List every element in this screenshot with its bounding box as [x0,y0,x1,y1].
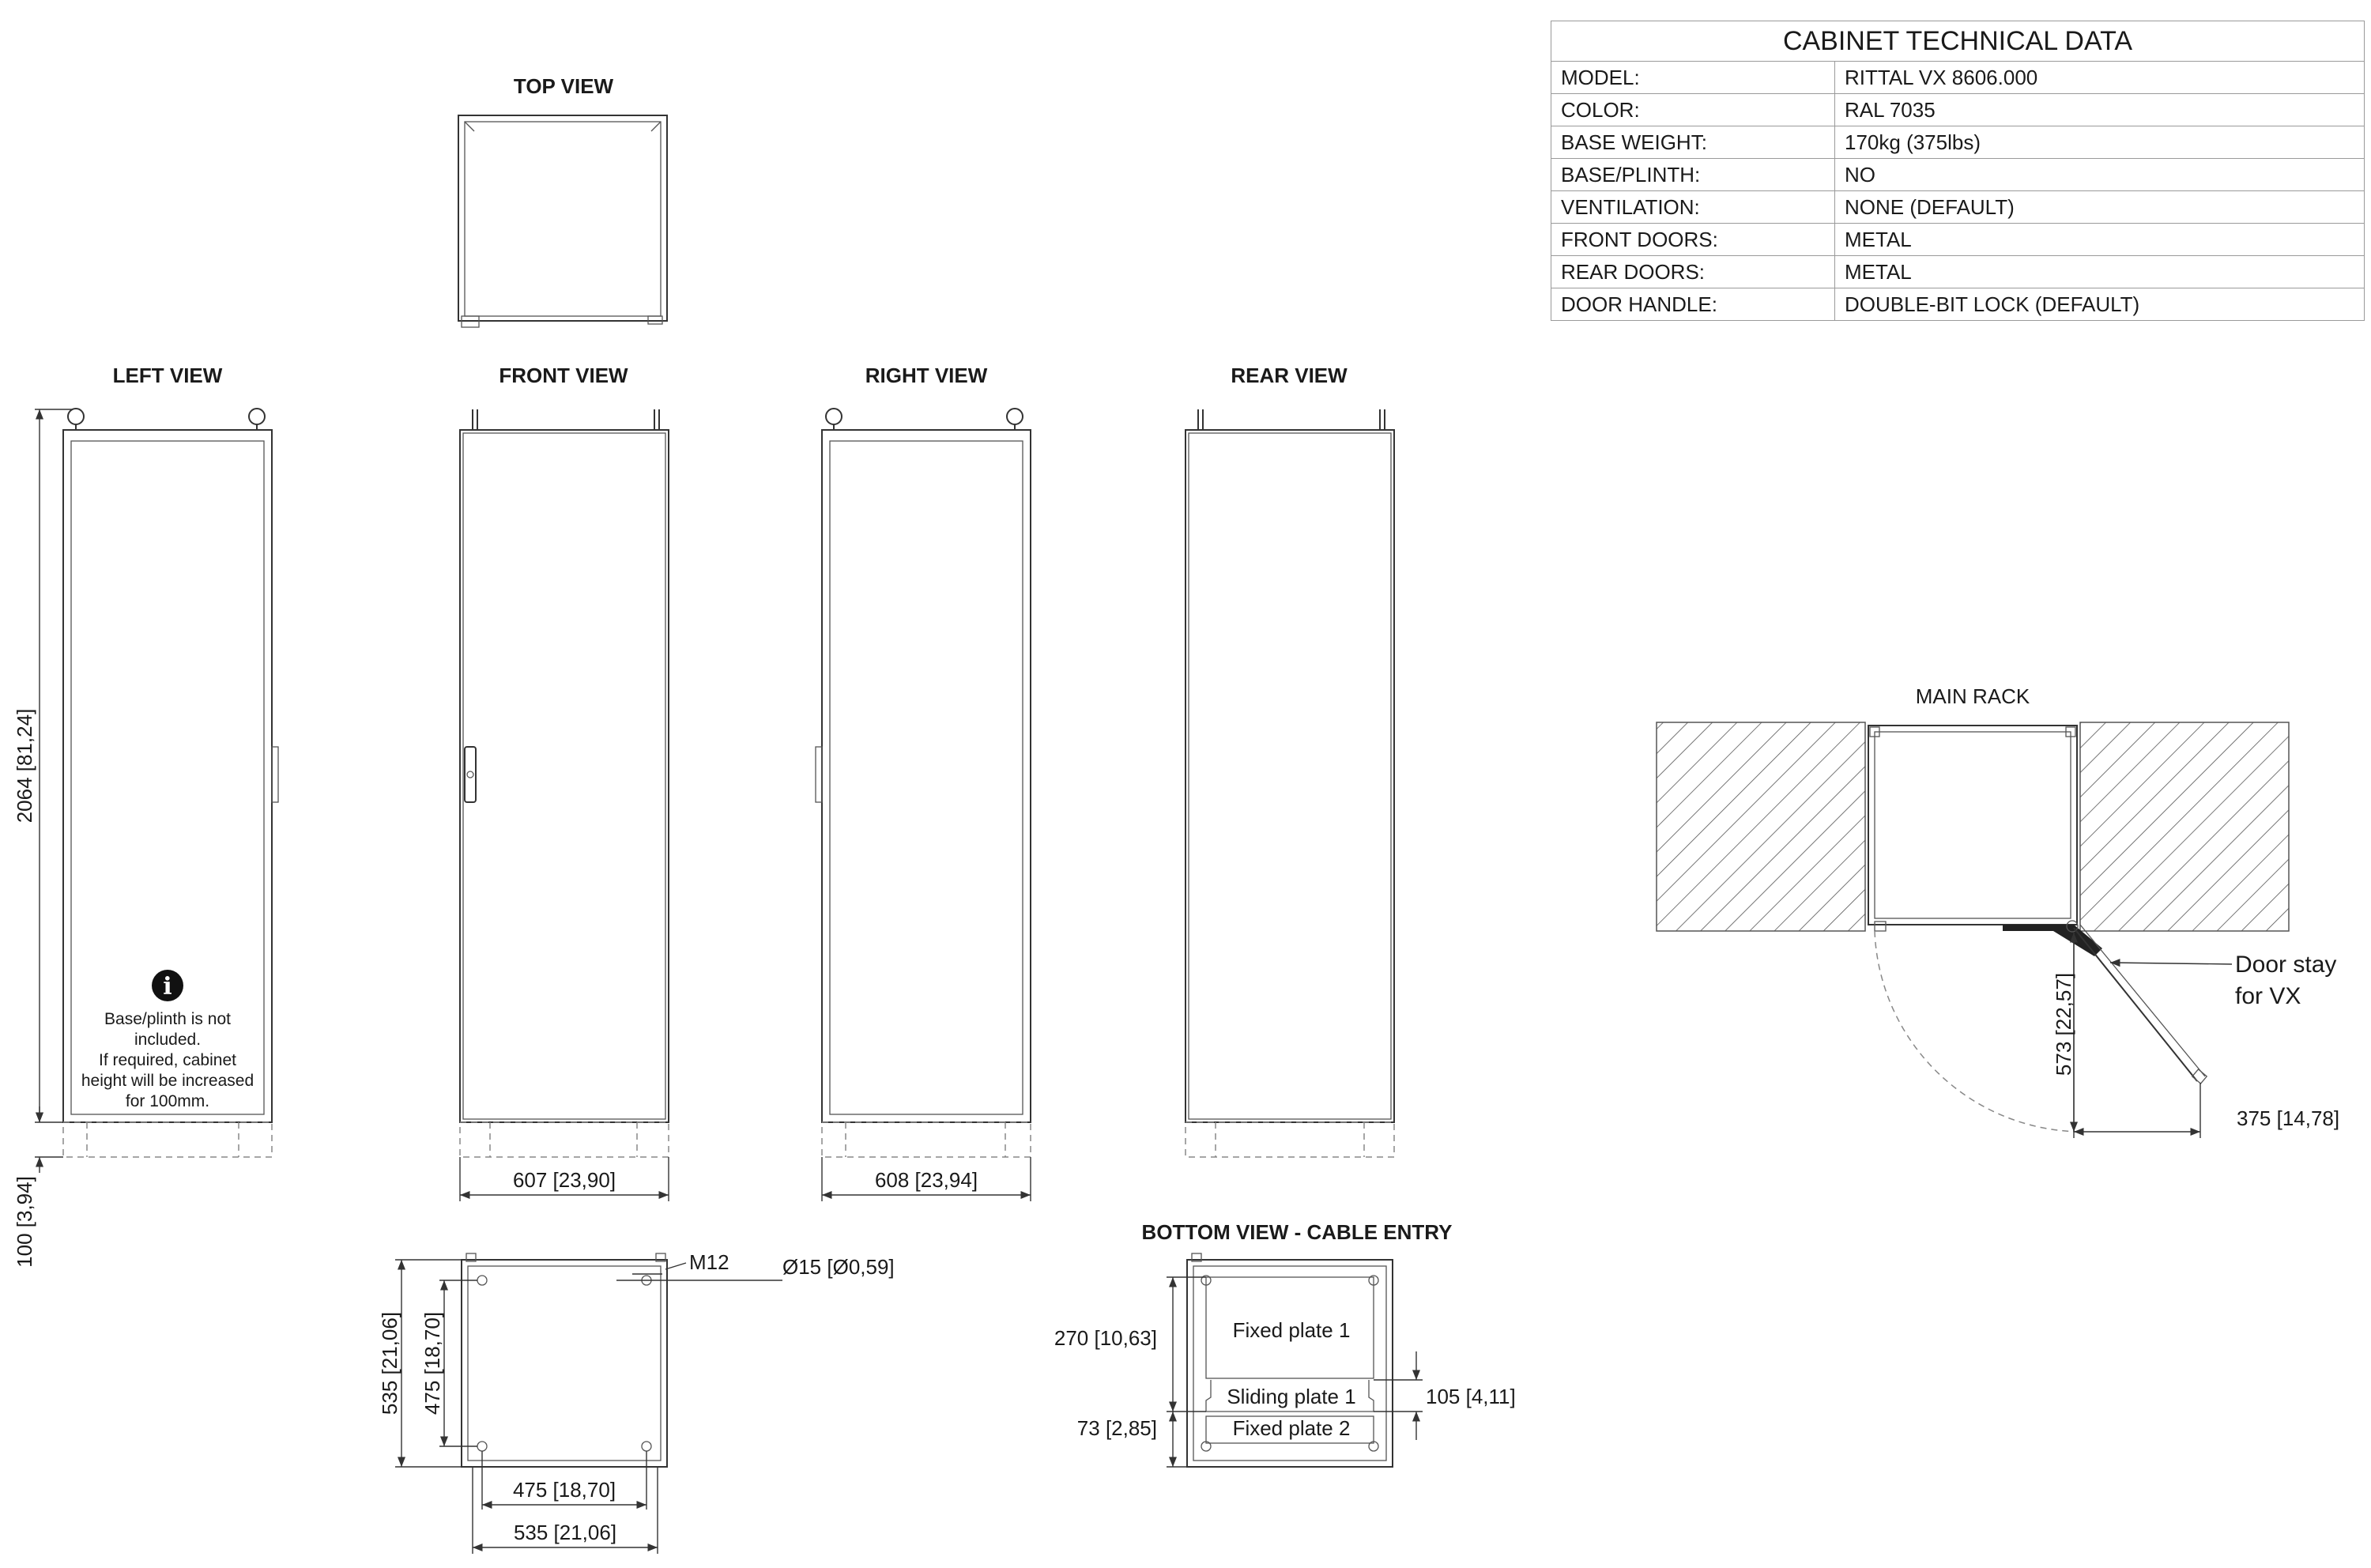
door-depth-dimension: 573 [22,57] [2052,972,2075,1076]
front-view-title: FRONT VIEW [499,364,628,387]
table-value: METAL [1835,256,2365,288]
rear-view-title: REAR VIEW [1231,364,1348,387]
top-view-title: TOP VIEW [513,74,614,98]
table-key: VENTILATION: [1551,191,1835,224]
note-line-2: included. [134,1031,202,1049]
door-width-dimension: 375 [14,78] [2237,1106,2340,1130]
note-line-5: for 100mm. [125,1092,210,1110]
base-inner-horizontal-dimension: 475 [18,70] [512,1478,616,1502]
cabinet-technical-data-table [1551,21,2365,321]
bottom-view-title: BOTTOM VIEW - CABLE ENTRY [1141,1220,1453,1244]
table-key: FRONT DOORS: [1551,224,1835,256]
front-view [460,364,669,1201]
door-stay-label-2: for VX [2235,983,2301,1009]
m12-label: M12 [689,1250,729,1274]
right-view-title: RIGHT VIEW [865,364,988,387]
note-line-1: Base/plinth is not [104,1010,231,1028]
fixed-plate-1-label: Fixed plate 1 [1232,1318,1351,1342]
table-value: NONE (DEFAULT) [1835,191,2365,224]
top-view [458,74,667,327]
front-width-dimension: 607 [23,90] [512,1168,616,1192]
note-line-4: height will be increased [81,1072,254,1090]
table-row [1551,62,2365,94]
main-rack-view [1657,684,2339,1138]
svg-text:i: i [163,973,172,1001]
table-key: REAR DOORS: [1551,256,1835,288]
door-handle-icon [465,747,476,802]
table-header-row [1551,21,2365,62]
left-view-title: LEFT VIEW [112,364,223,387]
table-value: DOUBLE-BIT LOCK (DEFAULT) [1835,288,2365,321]
table-value: 170kg (375lbs) [1835,126,2365,159]
table-row [1551,159,2365,191]
table-row [1551,224,2365,256]
plate2-height-dimension: 73 [2,85] [1076,1416,1157,1440]
main-rack-title: MAIN RACK [1915,684,2030,708]
note-line-3: If required, cabinet [99,1051,236,1069]
height-dimension: 2064 [81,24] [13,708,36,824]
table-value: NO [1835,159,2365,191]
bottom-view [1054,1220,1516,1467]
right-view [816,364,1031,1201]
table-key: COLOR: [1551,94,1835,126]
left-view [13,364,278,1268]
sliding-plate-1-label: Sliding plate 1 [1227,1385,1356,1408]
table-key: BASE WEIGHT: [1551,126,1835,159]
hole-label: Ø15 [Ø0,59] [782,1255,895,1279]
table-row [1551,288,2365,321]
sliding-plate-dimension: 105 [4,11] [1426,1385,1516,1408]
table-row [1551,94,2365,126]
fixed-plate-2-label: Fixed plate 2 [1232,1416,1351,1440]
plate1-height-dimension: 270 [10,63] [1054,1326,1157,1350]
table-key: BASE/PLINTH: [1551,159,1835,191]
table-value: RITTAL VX 8606.000 [1835,62,2365,94]
table-row [1551,256,2365,288]
table-row [1551,191,2365,224]
base-outer-horizontal-dimension: 535 [21,06] [513,1521,617,1544]
table-value: RAL 7035 [1835,94,2365,126]
base-inner-vertical-dimension: 475 [18,70] [420,1311,444,1415]
table-title: CABINET TECHNICAL DATA [1551,21,2365,62]
door-stay-label-1: Door stay [2235,952,2337,978]
right-width-dimension: 608 [23,94] [874,1168,978,1192]
rear-view [1186,364,1394,1157]
table-key: DOOR HANDLE: [1551,288,1835,321]
table-value: METAL [1835,224,2365,256]
table-row [1551,126,2365,159]
base-view [378,1250,895,1554]
table-key: MODEL: [1551,62,1835,94]
base-outer-vertical-dimension: 535 [21,06] [378,1311,401,1415]
plinth-dimension: 100 [3,94] [13,1176,36,1268]
